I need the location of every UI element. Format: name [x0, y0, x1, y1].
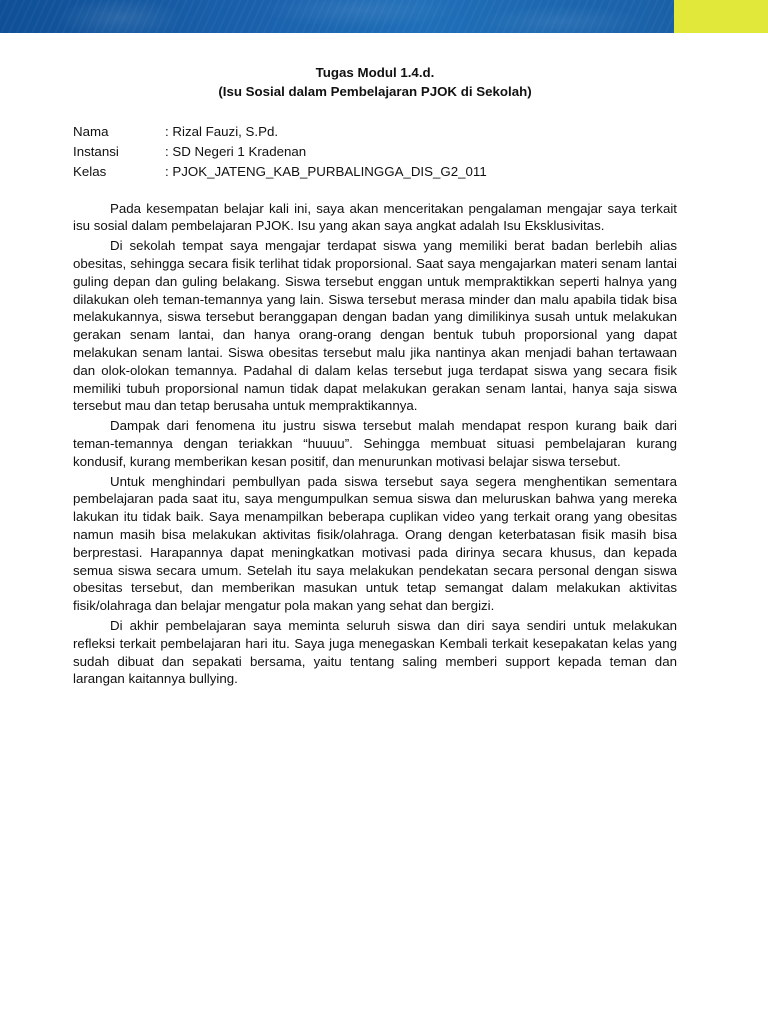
info-value: : Rizal Fauzi, S.Pd.	[165, 123, 279, 139]
paragraph-action: Untuk menghindari pembullyan pada siswa tersebut saya segera menghentikan sementara pembelajaran pada saat itu, saya mengumpulkan semua siswa dan meluruskan bahwa yang mereka lakukan itu tidak baik. Saya menampilkan beberapa cuplikan video yang terkait orang yang obesitas namun masih bisa melakukan aktivitas fisik/olahraga. Orang dengan keterbatasan fisik masih bisa berprestasi. Harapannya dapat meningkatkan motivasi pada dirinya secara khusus, dan kepada semua siswa secara umum. Setelah itu saya melakukan pendekatan secara personal dengan siswa obesitas tersebut, dan memberikan masukan untuk tetap semangat dalam melakukan aktivitas fisik/olahraga dan belajar mengatur pola makan yang sehat dan bergizi.	[73, 473, 677, 614]
document-title: Tugas Modul 1.4.d.	[315, 65, 435, 80]
paragraph-background: Di sekolah tempat saya mengajar terdapat siswa yang memiliki berat badan berlebih alias obesitas, sehingga secara fisik terlihat tidak proporsional. Saat saya mengajarkan materi senam lantai guling depan dan guling belakang. Siswa tersebut enggan untuk mempraktikkan seperti halnya yang dilakukan oleh teman-temannya yang lain. Siswa tersebut merasa minder dan malu apabila tidak bisa melakukannya, siswa tersebut beranggapan dengan badan yang dimilikinya susah untuk melakukan gerakan senam lantai, dan hanya orang-orang dengan bentuk tubuh proporsional yang dapat melakukan senam lantai. Siswa obesitas tersebut malu jika nantinya akan menjadi bahan tertawaan dan olok-olokan temannya. Padahal di dalam kelas tersebut juga terdapat siswa yang secara fisik memiliki tubuh proporsional namun tidak dapat melakukan gerakan senam lantai, hanya saja siswa tersebut mau dan tetap berusaha untuk mempraktikannya.	[73, 238, 677, 414]
document-subtitle: (Isu Sosial dalam Pembelajaran PJOK di Sekolah)	[218, 83, 532, 99]
paragraph-impact: Dampak dari fenomena itu justru siswa tersebut malah mendapat respon kurang baik dari teman-temannya dengan teriakkan “huuuu”. Sehingga membuat situasi pembelajaran kurang kondusif, kurang memberikan kesan positif, dan menurunkan motivasi belajar siswa tersebut.	[73, 418, 677, 469]
header-banner	[0, 0, 768, 33]
info-value: : SD Negeri 1 Kradenan	[165, 143, 307, 159]
info-label: Nama	[73, 123, 109, 139]
banner-accent-block	[674, 0, 768, 33]
info-label: Instansi	[73, 143, 119, 159]
paragraph-reflection: Di akhir pembelajaran saya meminta seluruh siswa dan diri saya sendiri untuk melakukan refleksi terkait pembelajaran hari itu. Saya juga menegaskan Kembali terkait kesepakatan kelas yang sudah dibuat dan sepakati bersama, yaitu tentang saling memberi support kepada teman dan larangan kaitannya bullying.	[73, 617, 677, 687]
info-row-nama	[73, 122, 677, 142]
document-body	[73, 64, 677, 690]
banner-texture	[0, 0, 768, 33]
info-row-instansi	[73, 142, 677, 162]
identity-block	[73, 122, 677, 182]
info-label: Kelas	[73, 163, 107, 179]
info-value: : PJOK_JATENG_KAB_PURBALINGGA_DIS_G2_011	[165, 163, 487, 179]
paragraph-intro: Pada kesempatan belajar kali ini, saya akan menceritakan pengalaman mengajar saya terkait isu sosial dalam pembelajaran PJOK. Isu yang akan saya angkat adalah Isu Eksklusivitas.	[73, 200, 677, 234]
info-row-kelas	[73, 162, 677, 182]
